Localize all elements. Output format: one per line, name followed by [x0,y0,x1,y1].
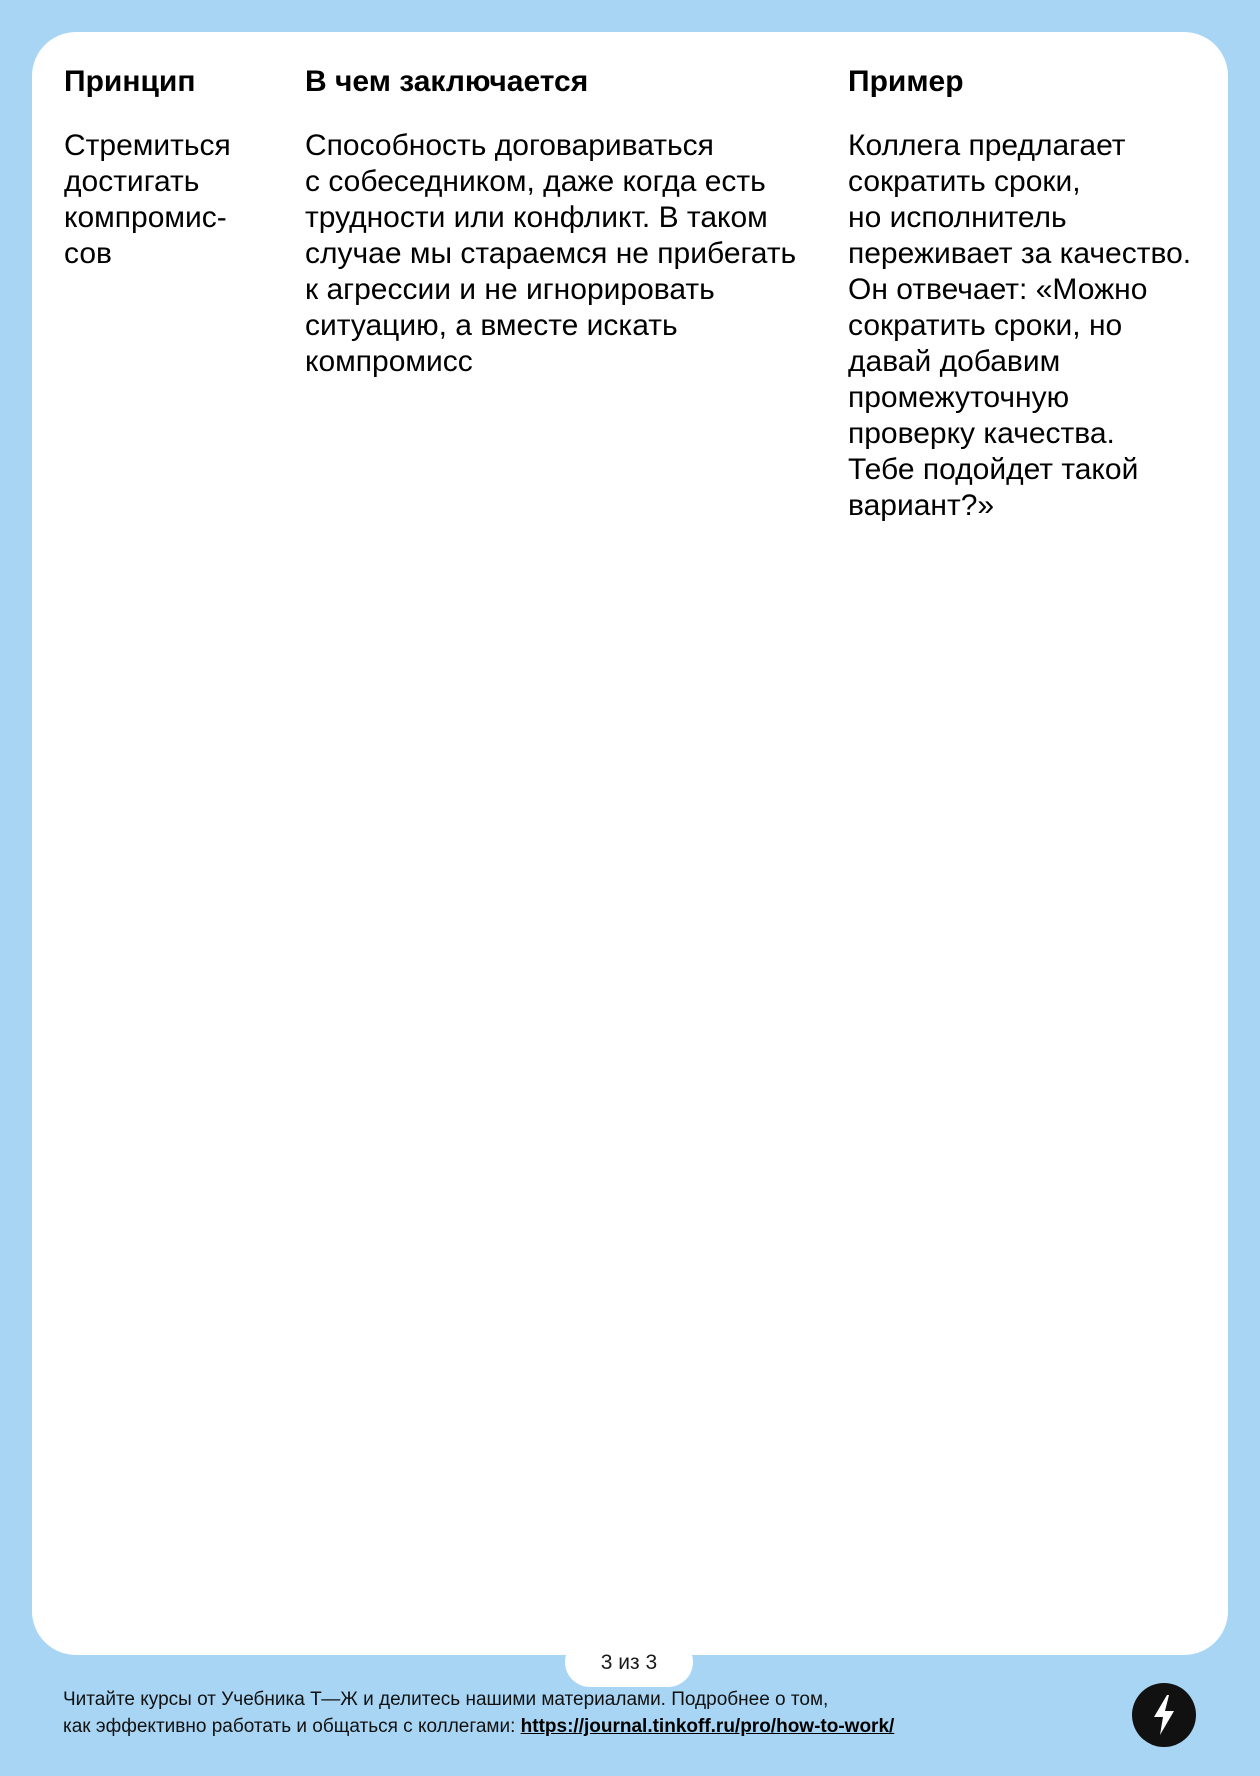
column-header-description: В чем заключается [305,65,589,98]
description-cell: Способность договариваться с собеседником, даже когда есть трудности или конфликт. В таком случае мы стараемся не прибегать к агрессии и не игнорировать ситуацию, а вместе искать компромисс [305,129,797,378]
principle-cell: Стремиться достигать компромис- сов [64,129,231,270]
example-cell: Коллега предлагает сократить сроки, но исполнитель переживает за качество. Он отвечает: «Можно сократить сроки, но давай добавим промежуточную проверку качества. Тебе подойдет такой вариант?» [848,129,1192,522]
column-header-example: Пример [848,65,964,98]
footer-note [63,1686,983,1740]
lightning-bolt-icon [1132,1683,1196,1747]
course-link[interactable]: https://journal.tinkoff.ru/pro/how-to-work/ [520,1716,895,1737]
footer-line-1: Читайте курсы от Учебника Т—Ж и делитесь нашими материалами. Подробнее о том, [63,1689,829,1710]
brand-logo[interactable] [1132,1683,1196,1747]
footer-line-2: как эффективно работать и общаться с коллегами: [63,1716,521,1737]
page-counter: 3 из 3 [600,1651,658,1674]
column-header-principle: Принцип [64,65,196,98]
